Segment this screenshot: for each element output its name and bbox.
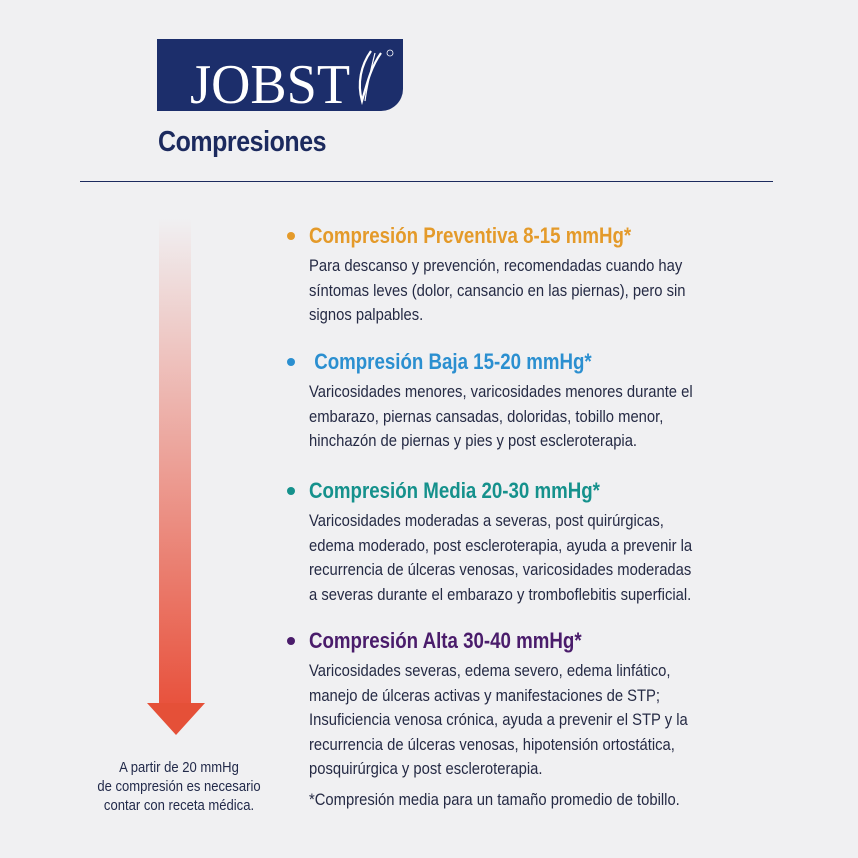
level-title-text: Compresión Alta 30-40 mmHg* xyxy=(309,628,582,653)
level-title xyxy=(283,220,742,252)
bullet-icon xyxy=(287,358,295,366)
level-title-text: Compresión Baja 15-20 mmHg* xyxy=(309,349,592,374)
logo-wordmark: JOBST xyxy=(190,54,350,111)
level-description-line: manejo de úlceras activas y manifestaciones de STP; xyxy=(309,685,661,705)
level-description-line: Varicosidades moderadas a severas, post quirúrgicas, xyxy=(309,511,664,530)
level-preventiva xyxy=(283,220,742,328)
level-description-line: edema moderado, post escleroterapia, ayuda a prevenir la xyxy=(309,535,693,555)
level-description-line: embarazo, piernas cansadas, doloridas, tobillo menor, xyxy=(309,406,664,426)
level-title-text: Compresión Preventiva 8-15 mmHg* xyxy=(309,223,632,248)
header-divider xyxy=(80,181,773,182)
level-description-line: Varicosidades menores, varicosidades menores durante el xyxy=(309,382,693,401)
level-description-line: Para descanso y prevención, recomendadas cuando hay xyxy=(309,256,683,275)
level-description-line: hinchazón de piernas y pies y post escleroterapia. xyxy=(309,431,638,450)
prescription-note xyxy=(80,759,278,816)
level-title xyxy=(283,475,749,507)
leaf-icon xyxy=(360,51,381,101)
level-description-line: Insuficiencia venosa crónica, ayuda a prevenir el STP y la xyxy=(309,710,688,729)
gradient-arrow-shaft xyxy=(159,218,191,705)
jobst-logo xyxy=(157,39,403,111)
bullet-icon xyxy=(287,637,295,645)
level-description-line: recurrencia de úlceras venosas, hipotensión ortostática, xyxy=(309,734,675,754)
level-media xyxy=(283,475,749,607)
level-description-line: posquirúrgica y post escleroterapia. xyxy=(309,759,543,778)
level-description xyxy=(309,509,749,607)
level-description-line: signos palpables. xyxy=(309,305,424,324)
level-description-line: síntomas leves (dolor, cansancio en las piernas), pero sin xyxy=(309,280,686,300)
level-description xyxy=(309,380,750,454)
level-description xyxy=(309,254,742,328)
level-title-text: Compresión Media 20-30 mmHg* xyxy=(309,478,600,503)
level-description xyxy=(309,659,744,782)
level-description-line: recurrencia de úlceras venosas, varicosidades moderadas xyxy=(309,560,692,579)
prescription-note-line: A partir de 20 mmHg xyxy=(119,760,239,776)
prescription-note-line: contar con receta médica. xyxy=(103,798,255,814)
page-title: Compresiones xyxy=(158,126,327,158)
level-baja xyxy=(283,346,750,454)
level-alta xyxy=(283,625,744,782)
footnote: *Compresión media para un tamaño promedio de tobillo. xyxy=(309,790,680,809)
arrow-down-icon xyxy=(147,703,205,735)
bullet-icon xyxy=(287,232,295,240)
level-title xyxy=(283,625,744,657)
bullet-icon xyxy=(287,487,295,495)
level-description-line: Varicosidades severas, edema severo, edema linfático, xyxy=(309,661,671,680)
level-description-line: a severas durante el embarazo y tromboflebitis superficial. xyxy=(309,584,692,604)
level-title xyxy=(283,346,750,378)
prescription-note-line: de compresión es necesario xyxy=(97,779,261,795)
